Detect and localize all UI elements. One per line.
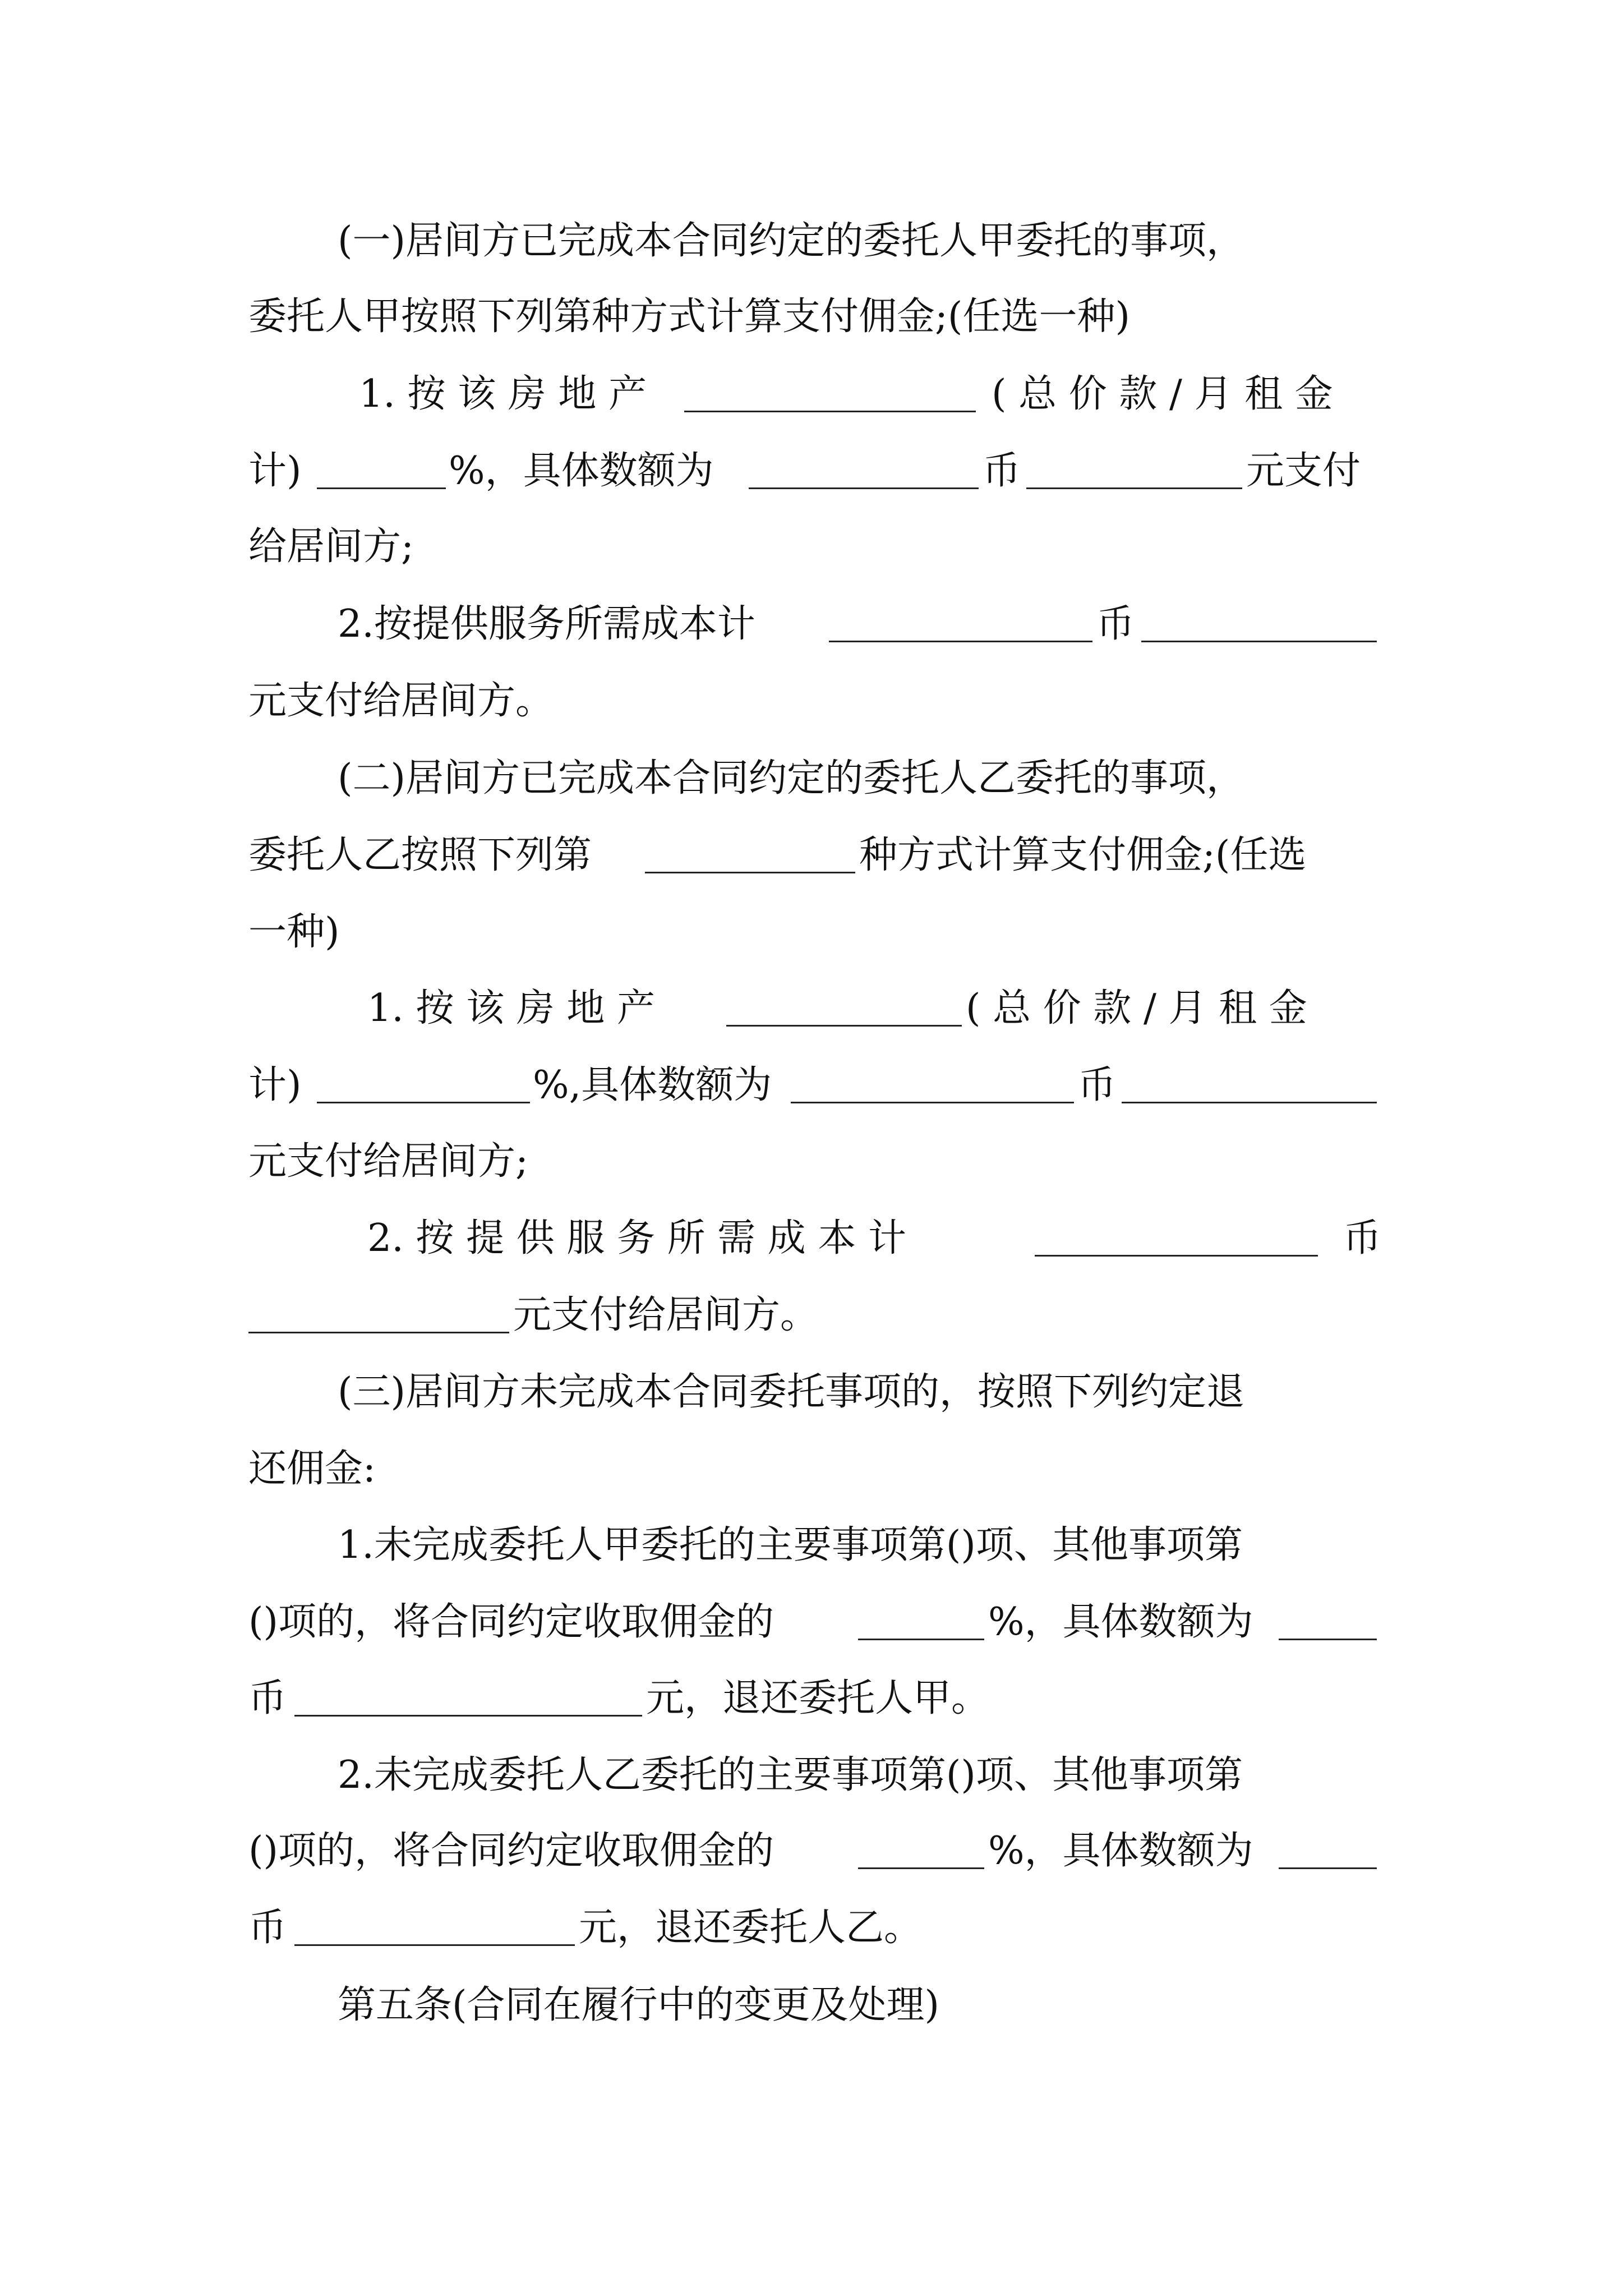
section2-heading-line2: 委托人乙按照下列第 种方式计算支付佣金;(任选: [248, 833, 1307, 877]
section1-heading-line1: (一)居间方已完成本合同约定的委托人甲委托的事项，: [338, 219, 1245, 263]
fill-blank[interactable]: [858, 1867, 984, 1869]
section1-item1-line2: 计) %，具体数额为 币 元支付: [248, 449, 1361, 493]
section3-item2-line3: 币 元，退还委托人乙。: [248, 1906, 923, 1950]
fill-blank[interactable]: [1026, 487, 1242, 489]
section1-heading-line2: 委托人甲按照下列第种方式计算支付佣金;(任选一种): [248, 295, 1130, 339]
section3-item1-line3: 币 元，退还委托人甲。: [248, 1676, 990, 1720]
article5-heading: 第五条(合同在履行中的变更及处理): [338, 1983, 940, 2027]
section2-item1-line2: 计) %,具体数额为 币: [0, 1055, 1623, 1116]
section1-item2-line1: 2.按提供服务所需成本计 币: [0, 593, 1623, 655]
section3-heading-line1: (三)居间方未完成本合同委托事项的，按照下列约定退: [338, 1370, 1245, 1414]
section3-item2-line2: ()项的，将合同约定收取佣金的 %，具体数额为: [0, 1820, 1623, 1882]
section2-item2-line2: 元支付给居间方。: [0, 1285, 1623, 1346]
fill-blank[interactable]: [317, 1102, 530, 1103]
fill-blank[interactable]: [645, 872, 855, 873]
section3-item1-line2: ()项的，将合同约定收取佣金的 %，具体数额为: [0, 1591, 1623, 1653]
fill-blank[interactable]: [1141, 641, 1377, 642]
section2-item1-line3: 元支付给居间方;: [248, 1139, 528, 1184]
fill-blank[interactable]: [749, 487, 979, 489]
fill-blank[interactable]: [294, 1944, 575, 1946]
fill-blank[interactable]: [1035, 1255, 1318, 1257]
fill-blank[interactable]: [317, 487, 446, 489]
section1-item1-line3: 给居间方;: [248, 524, 414, 569]
section2-heading-line1: (二)居间方已完成本合同约定的委托人乙委托的事项，: [338, 756, 1245, 800]
section3-heading-line2: 还佣金:: [248, 1447, 376, 1491]
fill-blank[interactable]: [1279, 1639, 1377, 1640]
section3-item2-line1: 2.未完成委托人乙委托的主要事项第()项、其他事项第: [338, 1753, 1243, 1797]
section3-item1-line1: 1.未完成委托人甲委托的主要事项第()项、其他事项第: [338, 1523, 1243, 1567]
section1-item2-line2: 元支付给居间方。: [248, 679, 554, 723]
fill-blank[interactable]: [829, 641, 1092, 642]
fill-blank[interactable]: [858, 1639, 984, 1640]
section1-item1-line1: 1. 按 该 房 地 产 ( 总 价 款 / 月 租 金: [359, 372, 1333, 416]
fill-blank[interactable]: [684, 411, 976, 412]
fill-blank[interactable]: [294, 1715, 642, 1717]
fill-blank[interactable]: [248, 1332, 509, 1333]
fill-blank[interactable]: [791, 1102, 1074, 1103]
section2-item2-line1: 2. 按 提 供 服 务 所 需 成 本 计 币: [367, 1216, 1382, 1260]
fill-blank[interactable]: [1122, 1102, 1377, 1103]
fill-blank[interactable]: [1279, 1867, 1377, 1869]
section2-item1-line1: 1. 按 该 房 地 产 ( 总 价 款 / 月 租 金: [367, 986, 1307, 1030]
fill-blank[interactable]: [726, 1025, 962, 1027]
section2-heading-line3: 一种): [248, 910, 340, 954]
